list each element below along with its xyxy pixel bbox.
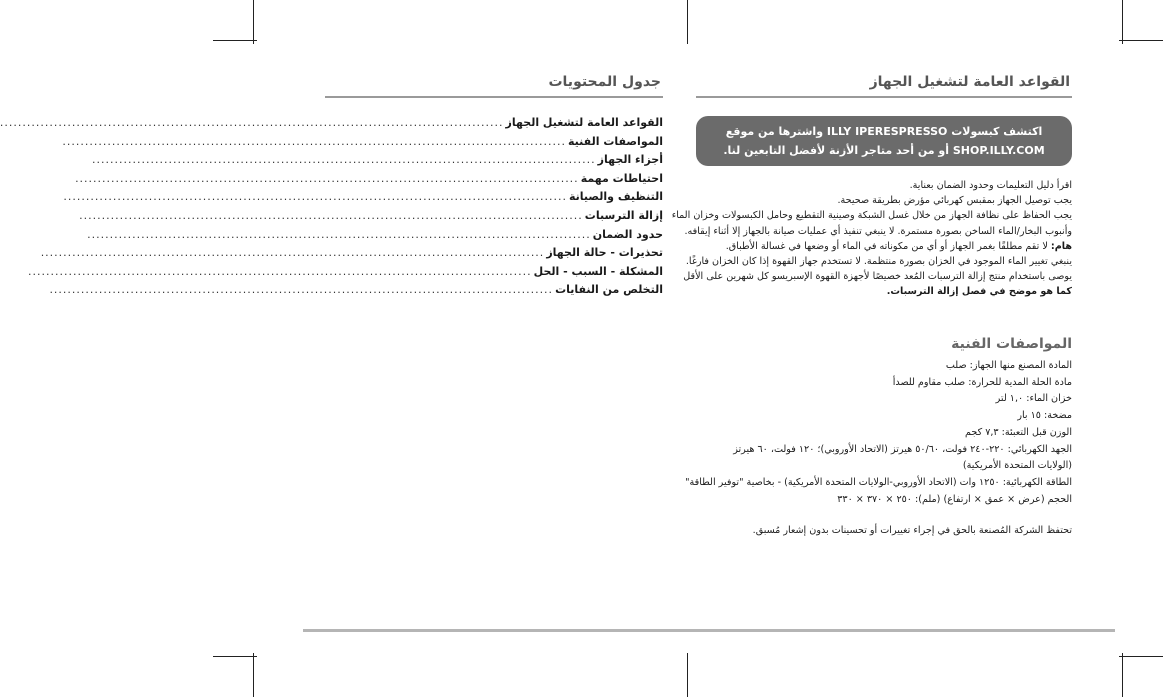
toc-item[interactable]: القواعد العامة لتشغيل الجهاز ................................................................................................................: [325, 114, 663, 133]
toc-dot-leader: ................................................................................................................: [0, 116, 504, 129]
warning-text: لا تقم مطلقًا بغمر الجهاز أو أي من مكوناته في الماء أو وضعها في غسالة الأطباق.: [725, 240, 1051, 252]
warning-paragraph: [696, 239, 1072, 254]
toc-dot-leader: ................................................................................................................: [79, 208, 583, 222]
paragraph: يجب توصيل الجهاز بمقبس كهربائي مؤرض بطريقة صحيحة.: [837, 195, 1072, 207]
toc-heading: جدول المحتويات: [548, 74, 661, 90]
toc-item[interactable]: تحذيرات - حالة الجهاز ................................................................................................................: [325, 244, 663, 263]
banner-line: اكتشف كبسولات ILLY IPERESPRESSO واشترها من موقع: [725, 125, 1043, 138]
spec-line: خزان الماء: ١,٠ لتر: [995, 393, 1072, 405]
disclaimer-text: تحتفظ الشركة المُصنعة بالحق في إجراء تغييرات أو تحسينات بدون إشعار مُسبق.: [752, 525, 1072, 536]
spec-line: الحجم (عرض × عمق × ارتفاع) (ملم): ٢٥٠ × ٣٧٠ × ٣٣٠: [837, 493, 1072, 505]
footer-rule: [303, 629, 1115, 632]
spec-line: (الولايات المتحدة الأمريكية): [962, 460, 1072, 472]
crop-mark: [253, 653, 254, 697]
specs-heading: المواصفات الفنية: [951, 336, 1072, 352]
spec-line: الوزن قبل التعبئة: ٧,٣ كجم: [965, 426, 1072, 438]
toc-item[interactable]: التنظيف والصيانة ................................................................................................................: [325, 188, 663, 207]
paragraph: كما هو موضح في فصل إزالة الترسبات.: [886, 286, 1072, 298]
crop-mark: [253, 0, 254, 44]
paragraph: يجب الحفاظ على نظافة الجهاز من خلال غسل الشبكة وصينية التقطيع وحامل الكبسولات وخزان الماء: [671, 210, 1072, 222]
crop-mark: [213, 656, 257, 657]
toc-item[interactable]: إزالة الترسبات ................................................................................................................: [325, 207, 663, 226]
toc-dot-leader: ................................................................................................................: [28, 264, 532, 278]
toc-list: [0, 114, 663, 300]
disclaimer: [696, 523, 1072, 538]
shop-banner: [696, 116, 1072, 166]
crop-mark: [687, 0, 688, 44]
crop-mark: [687, 653, 688, 697]
toc-item[interactable]: المواصفات الفنية ................................................................................................................: [325, 133, 663, 152]
spec-line: مادة الحلة المدية للحرارة: صلب مقاوم للصدأ: [892, 376, 1072, 388]
safety-instructions: [671, 178, 1072, 300]
spec-line: المادة المصنع منها الجهاز: صلب: [945, 360, 1072, 371]
toc-item[interactable]: احتياطات مهمة ................................................................................................................: [325, 170, 663, 189]
paragraph: اقرأ دليل التعليمات وحدود الضمان بعناية.: [909, 180, 1072, 191]
paragraph: يوصى باستخدام منتج إزالة الترسبات المُعد خصيصًا لأجهزة القهوة الإسبريسو كل شهرين على الأقل: [683, 271, 1072, 283]
paragraph: وأنبوب البخار/الماء الساخن بصورة مستمرة. لا ينبغي تنفيذ أي عمليات صيانة بالجهاز إلا أثناء إيقافه.: [684, 225, 1072, 237]
toc-item[interactable]: حدود الضمان ................................................................................................................: [325, 226, 663, 245]
crop-mark: [1122, 653, 1123, 697]
crop-mark: [1119, 656, 1163, 657]
toc-header: [325, 74, 663, 98]
toc-dot-leader: ................................................................................................................: [62, 134, 567, 148]
toc-dot-leader: ................................................................................................................: [92, 153, 596, 167]
banner-line: SHOP.ILLY.COM أو من أحد متاجر الأزنة لأفضل التابعين لنا.: [723, 144, 1045, 157]
crop-mark: [1119, 40, 1163, 41]
rules-header: [696, 74, 1072, 98]
spec-line: الجهد الكهربائي: ٢٢٠-٢٤٠ فولت، ٥٠/٦٠ هيرتز (الاتحاد الأوروبي)؛ ١٢٠ فولت، ٦٠ هيرتز: [733, 443, 1072, 455]
rules-heading: القواعد العامة لتشغيل الجهاز: [869, 74, 1070, 90]
toc-dot-leader: ................................................................................................................: [49, 283, 554, 297]
warning-label: هام:: [1050, 240, 1072, 252]
crop-mark: [1122, 0, 1123, 44]
toc-item[interactable]: أجزاء الجهاز ................................................................................................................: [325, 151, 663, 170]
toc-dot-leader: ................................................................................................................: [87, 227, 591, 241]
paragraph: ينبغي تغيير الماء الموجود في الخزان بصورة منتظمة. لا تستخدم جهاز القهوة إذا كان الخزان فارغًا.: [685, 256, 1072, 268]
toc-item[interactable]: التخلص من النفايات ................................................................................................................: [325, 281, 663, 300]
toc-item[interactable]: المشكلة - السبب - الحل ................................................................................................................: [325, 263, 663, 282]
crop-mark: [213, 40, 257, 41]
toc-dot-leader: ................................................................................................................: [40, 246, 545, 260]
spec-line: الطاقة الكهربائية: ١٢٥٠ وات (الاتحاد الأوروبي-الولايات المتحدة الأمريكية) - بخاصية "توفير الطاقة": [685, 476, 1072, 488]
toc-dot-leader: ................................................................................................................: [63, 190, 567, 204]
toc-dot-leader: ................................................................................................................: [75, 171, 579, 185]
specs-list: [685, 358, 1072, 508]
spec-line: مضخة: ١٥ بار: [1017, 410, 1072, 422]
